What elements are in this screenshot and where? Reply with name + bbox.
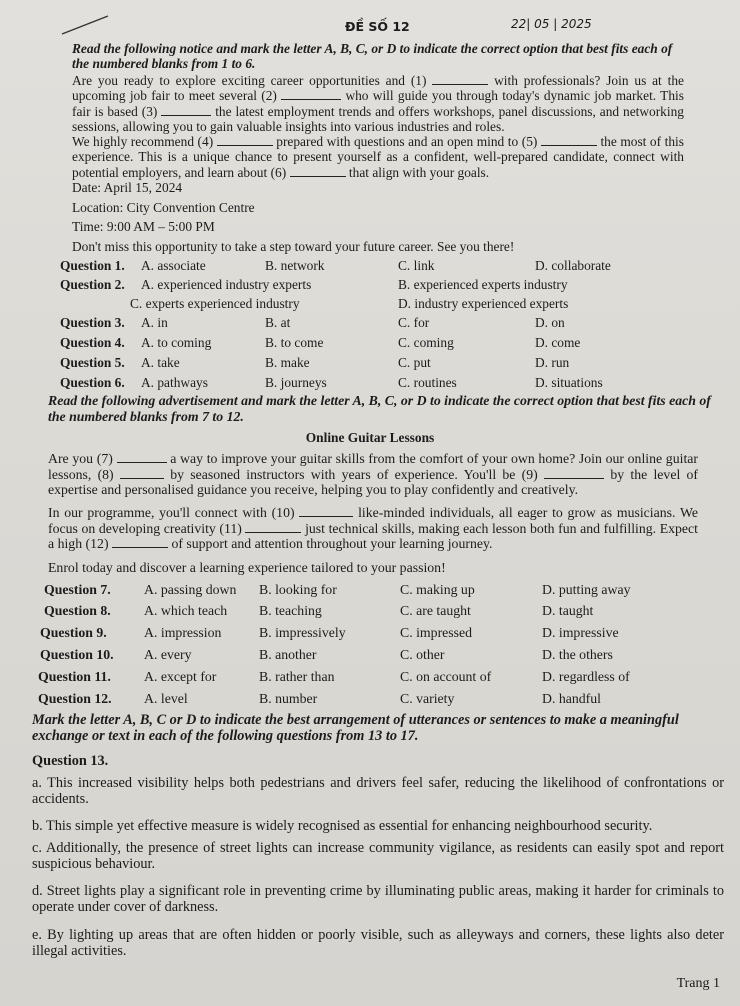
option-d[interactable]: D. the others: [542, 647, 613, 662]
blank-2[interactable]: [281, 88, 341, 100]
option-d[interactable]: D. come: [535, 335, 581, 350]
option-c[interactable]: C. put: [398, 355, 431, 370]
option-d[interactable]: D. regardless of: [542, 669, 630, 684]
section2-instruction: Read the following advertisement and mark the letter A, B, C, or D to indicate the correct option that best fits each of the numbered blanks from 7 to 12.: [48, 393, 711, 424]
option-a[interactable]: A. to coming: [141, 335, 212, 350]
blank-4[interactable]: [217, 134, 273, 146]
page-number: Trang 1: [676, 976, 720, 992]
blank-11[interactable]: [245, 521, 301, 533]
option-c[interactable]: C. for: [398, 315, 430, 330]
exam-page: ĐỀ SỐ 12 22| 05 | 2025 Read the following notice and mark the letter A, B, C, or D to indicate the correct option that best fits each of the numbered blanks from 1 to 6. Are you ready to explore exciting career opportunities and (1) with professionals? Join us at the upcoming job fair to meet several (2) who will guide you through today's dynamic job market. This fair is based (3) the latest employment trends and offers workshops, panel discussions, and networking sessions, allowing you to gain valuable insights into various industries and roles. We highly recommend (4) prepared with questions and an open mind to (5) the most of this experience. This is a unique chance to present yourself as a confident, well-prepared candidate, connect with potential employers, and learn about (6) that align with your goals. Date: April 15, 2024 Location: City Convention Centre Time: 9:00 AM – 5:00 PM Don't miss this opportunity to take a step toward your future career. See you there! Question 1. A. associate B. network C. link D. collaborate Question 2. A. experienced industry experts B. experienced experts industry C. experts experienced industry D. industry experienced experts Question 3. A. in B. at C. for D. on Question 4. A. to coming B. to come C. coming D. come Question 5. A. take B. make C. put D. run Question 6. A. pathways B. journeys C. routines D. situations Read the following advertisement and mark the letter A, B, C, or D to indicate the correct option that best fits each of the numbered blanks from 7 to 12. Online Guitar Lessons Are you (7) a way to improve your guitar skills from the comfort of your own home? Join our online guitar lessons, (8) by seasoned instructors with years of experience. You'll be (9) by the level of expertise and personalised guidance you receive, helping you to play confidently and creatively. In our programme, you'll connect with (10) like-minded individuals, all eager to grow as musicians. We focus on developing creativity (11) just technical skills, making each lesson both fun and fulfilling. Expect a high (12) of support and attention throughout your learning journey. Enrol today and discover a learning experience tailored to your passion! Question 7. A. passing down B. looking for C. making up D. putting away Question 8. A. which teach B. teaching C. are taught D. taught Question 9. A. impression B. impressively C. impressed D. impressive Question 10. A. every B. another C. other D. the others Question 11. A. except for B. rather than C. on account of D. regardless of Question 12. A. level B. number C. variety D. handful Mark the letter A, B, C or D to indicate the best arrangement of utterances or sentences to make a meaningful exchange or text in each of the following questions from 13 to 17. Question 13. a. This increased visibility helps both pedestrians and drivers feel safer, reducing the likelihood of confrontations or accidents. b. This simple yet effective measure is widely recognised as essential for enhancing neighbourhood security. c. Additionally, the presence of street lights can increase community vigilance, as residents can easily spot and report suspicious behaviour. d. Street lights play a significant role in preventing crime by illuminating public areas, making it harder for criminals to operate under cover of darkness. e. By lighting up areas that are often hidden or poorly visible, such as alleyways and corners, these lights also deter illegal activities. Trang 1: [0, 0, 740, 1006]
ad-closing: Enrol today and discover a learning experience tailored to your passion!: [48, 560, 446, 575]
option-b[interactable]: B. impressively: [259, 625, 346, 640]
option-a[interactable]: A. experienced industry experts: [141, 277, 312, 292]
option-b[interactable]: B. teaching: [259, 603, 322, 618]
q13-item-a: a. This increased visibility helps both pedestrians and drivers feel safer, reducing the likelihood of confrontations or accidents.: [32, 775, 724, 808]
q13-item-e: e. By lighting up areas that are often hidden or poorly visible, such as alleyways and corners, these lights also deter illegal activities.: [32, 927, 724, 960]
option-c[interactable]: C. coming: [398, 335, 454, 350]
option-d[interactable]: D. taught: [542, 603, 594, 618]
blank-12[interactable]: [112, 536, 168, 548]
q13-item-b: b. This simple yet effective measure is widely recognised as essential for enhancing neighbourhood security.: [32, 818, 653, 834]
option-b[interactable]: B. another: [259, 647, 317, 662]
option-a[interactable]: A. every: [144, 647, 192, 662]
option-a[interactable]: A. impression: [144, 625, 222, 640]
q13-item-c: c. Additionally, the presence of street lights can increase community vigilance, as residents can easily spot and report suspicious behaviour.: [32, 840, 724, 873]
blank-3[interactable]: [161, 104, 211, 116]
blank-9[interactable]: [544, 467, 604, 479]
event-time: Time: 9:00 AM – 5:00 PM: [72, 219, 215, 234]
blank-1[interactable]: [432, 73, 488, 85]
option-a[interactable]: A. except for: [144, 669, 217, 684]
option-d[interactable]: D. putting away: [542, 582, 631, 597]
section1-paragraph-2: We highly recommend (4) prepared with questions and an open mind to (5) the most of this experience. This is a unique chance to present yourself as a confident, well-prepared candidate, connect with potential employers, and learn about (6) that align with your goals.: [72, 134, 684, 180]
blank-8[interactable]: [120, 467, 164, 479]
section2-paragraph-1: Are you (7) a way to improve your guitar skills from the comfort of your own home? Join our online guitar lessons, (8) by seasoned instructors with years of experience. You'll be (9) by the level of expertise and personalised guidance you receive, helping you to play confidently and creatively.: [48, 451, 699, 498]
blank-10[interactable]: [299, 505, 353, 517]
option-d[interactable]: D. impressive: [542, 625, 619, 640]
option-b[interactable]: B. rather than: [259, 669, 335, 684]
blank-5[interactable]: [541, 134, 597, 146]
section1-instruction: Read the following notice and mark the letter A, B, C, or D to indicate the correct option that best fits each of the numbered blanks from 1 to 6.: [72, 41, 673, 72]
option-a[interactable]: A. associate: [141, 258, 206, 273]
option-c[interactable]: C. other: [400, 647, 445, 662]
option-d[interactable]: D. on: [535, 315, 565, 330]
section3-instruction: Mark the letter A, B, C or D to indicate the best arrangement of utterances or sentences to make a meaningful exchange or text in each of the following questions from 13 to 17.: [32, 712, 679, 745]
option-c[interactable]: C. routines: [398, 375, 457, 390]
option-b[interactable]: B. at: [265, 315, 291, 330]
option-a[interactable]: A. in: [141, 315, 168, 330]
option-b[interactable]: B. network: [265, 258, 325, 273]
option-c[interactable]: C. are taught: [400, 603, 471, 618]
option-b[interactable]: B. number: [259, 691, 318, 706]
notice-closing: Don't miss this opportunity to take a step toward your future career. See you there!: [72, 239, 515, 254]
option-a[interactable]: A. level: [144, 691, 188, 706]
option-c[interactable]: C. on account of: [400, 669, 492, 684]
option-d[interactable]: D. collaborate: [535, 258, 611, 273]
event-date: Date: April 15, 2024: [72, 180, 183, 195]
blank-7[interactable]: [117, 451, 167, 463]
ad-heading: Online Guitar Lessons: [305, 430, 435, 445]
option-b[interactable]: B. looking for: [259, 582, 337, 597]
option-a[interactable]: A. passing down: [144, 582, 237, 597]
option-b[interactable]: B. to come: [265, 335, 324, 350]
option-c[interactable]: C. variety: [400, 691, 455, 706]
option-d[interactable]: D. run: [535, 355, 570, 370]
option-d[interactable]: D. situations: [535, 375, 603, 390]
q13-item-d: d. Street lights play a significant role in preventing crime by illuminating public areas, making it harder for criminals to operate under cover of darkness.: [32, 883, 724, 916]
page-header: [0, 18, 740, 38]
option-d[interactable]: D. handful: [542, 691, 602, 706]
option-b[interactable]: B. make: [265, 355, 310, 370]
option-b[interactable]: B. journeys: [265, 375, 327, 390]
exam-title: ĐỀ SỐ 12: [345, 19, 410, 34]
option-c[interactable]: C. experts experienced industry: [130, 296, 300, 311]
option-d[interactable]: D. industry experienced experts: [398, 296, 569, 311]
handwritten-date: 22| 05 | 2025: [511, 17, 592, 31]
option-a[interactable]: A. take: [141, 355, 180, 370]
blank-6[interactable]: [290, 165, 346, 177]
section1-paragraph-1: Are you ready to explore exciting career opportunities and (1) with professionals? Join us at the upcoming job fair to meet several (2) who will guide you through today's dynamic job market. This fair is based (3) the latest employment trends and offers workshops, panel discussions, and networking sessions, allowing you to gain valuable insights into various industries and roles.: [72, 73, 684, 134]
event-location: Location: City Convention Centre: [72, 200, 255, 215]
option-a[interactable]: A. pathways: [141, 375, 208, 390]
option-b[interactable]: B. experienced experts industry: [398, 277, 568, 292]
option-c[interactable]: C. making up: [400, 582, 475, 597]
question-13-label: Question 13.: [32, 753, 109, 769]
pen-stroke-mark: [60, 14, 112, 36]
option-a[interactable]: A. which teach: [144, 603, 228, 618]
section2-paragraph-2: In our programme, you'll connect with (10) like-minded individuals, all eager to grow as musicians. We focus on developing creativity (11) just technical skills, making each lesson both fun and fulfilling. Expect a high (12) of support and attention throughout your learning journey.: [48, 505, 699, 552]
option-c[interactable]: C. impressed: [400, 625, 473, 640]
option-c[interactable]: C. link: [398, 258, 435, 273]
